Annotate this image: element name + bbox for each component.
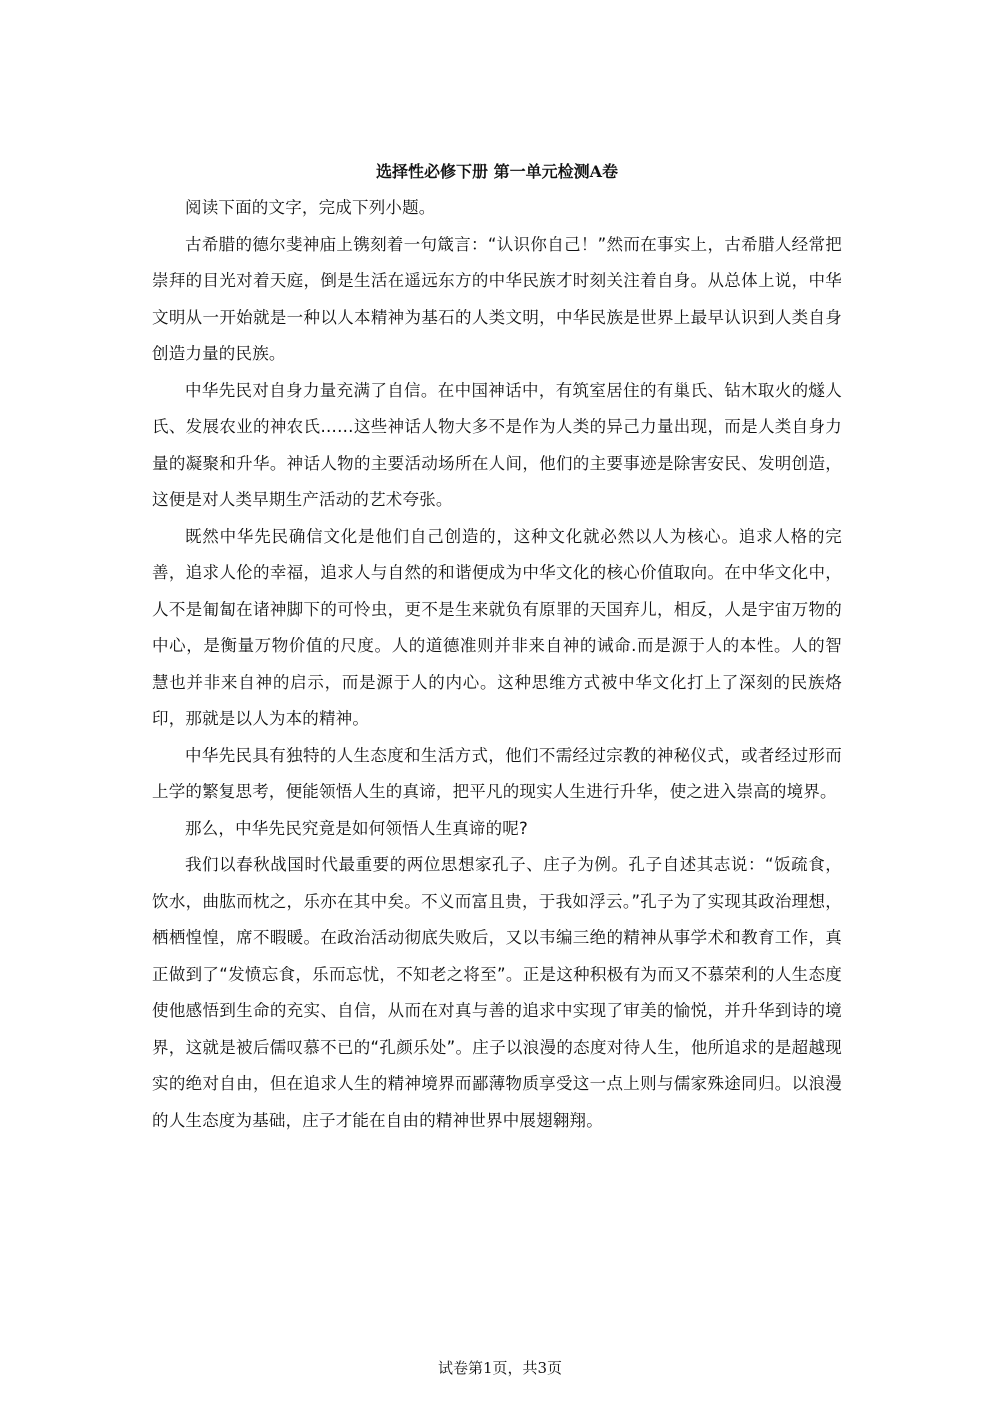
paragraph-instruction: 阅读下面的文字，完成下列小题。 [185,198,436,217]
paragraph-4: 中华先民具有独特的人生态度和生活方式，他们不需经过宗教的神秘仪式，或者经过形而上学的繁复思考，便能领悟人生的真谛，把平凡的现实人生进行升华，使之进入崇高的境界。 [152,745,842,801]
paragraph-6: 我们以春秋战国时代最重要的两位思想家孔子、庄子为例。孔子自述其志说：“饭疏食，饮水，曲肱而枕之，乐亦在其中矣。不义而富且贵，于我如浮云。”孔子为了实现其政治理想，栖栖惶惶，席不暇暖。在政治活动彻底失败后，又以韦编三绝的精神从事学术和教育工作，真正做到了“发愤忘食，乐而忘忧，不知老之将至”。正是这种积极有为而又不慕荣利的人生态度使他感悟到生命的充实、自信，从而在对真与善的追求中实现了审美的愉悦，并升华到诗的境界，这就是被后儒叹慕不已的“孔颜乐处”。庄子以浪漫的态度对待人生，他所追求的是超越现实的绝对自由，但在追求人生的精神境界而鄙薄物质享受这一点上则与儒家殊途同归。以浪漫的人生态度为基础，庄子才能在自由的精神世界中展翅翱翔。 [152,855,842,1130]
document-body [152,158,842,1139]
paragraph-1: 古希腊的德尔斐神庙上镌刻着一句箴言：“认识你自己！”然而在事实上，古希腊人经常把崇拜的目光对着天庭，倒是生活在遥远东方的中华民族才时刻关注着自身。从总体上说，中华文明从一开始就是一种以人本精神为基石的人类文明，中华民族是世界上最早认识到人类自身创造力量的民族。 [152,234,842,363]
paragraph-2: 中华先民对自身力量充满了自信。在中国神话中，有筑室居住的有巢氏、钻木取火的燧人氏、发展农业的神农氏……这些神话人物大多不是作为人类的异己力量出现，而是人类自身力量的凝聚和升华。神话人物的主要活动场所在人间，他们的主要事迹是除害安民、发明创造，这便是对人类早期生产活动的艺术夸张。 [152,380,842,509]
paragraph-3: 既然中华先民确信文化是他们自己创造的，这种文化就必然以人为核心。追求人格的完善，追求人伦的幸福，追求人与自然的和谐便成为中华文化的核心价值取向。在中华文化中，人不是匍匐在诸神脚下的可怜虫，更不是生来就负有原罪的天国弃儿，相反，人是宇宙万物的中心，是衡量万物价值的尺度。人的道德准则并非来自神的诫命.而是源于人的本性。人的智慧也并非来自神的启示，而是源于人的内心。这种思维方式被中华文化打上了深刻的民族烙印，那就是以人为本的精神。 [152,526,842,728]
document-title: 选择性必修下册 第一单元检测A卷 [376,162,618,181]
paragraph-5: 那么，中华先民究竟是如何领悟人生真谛的呢? [185,818,528,838]
page-footer: 试卷第1页，共3页 [437,1359,563,1377]
